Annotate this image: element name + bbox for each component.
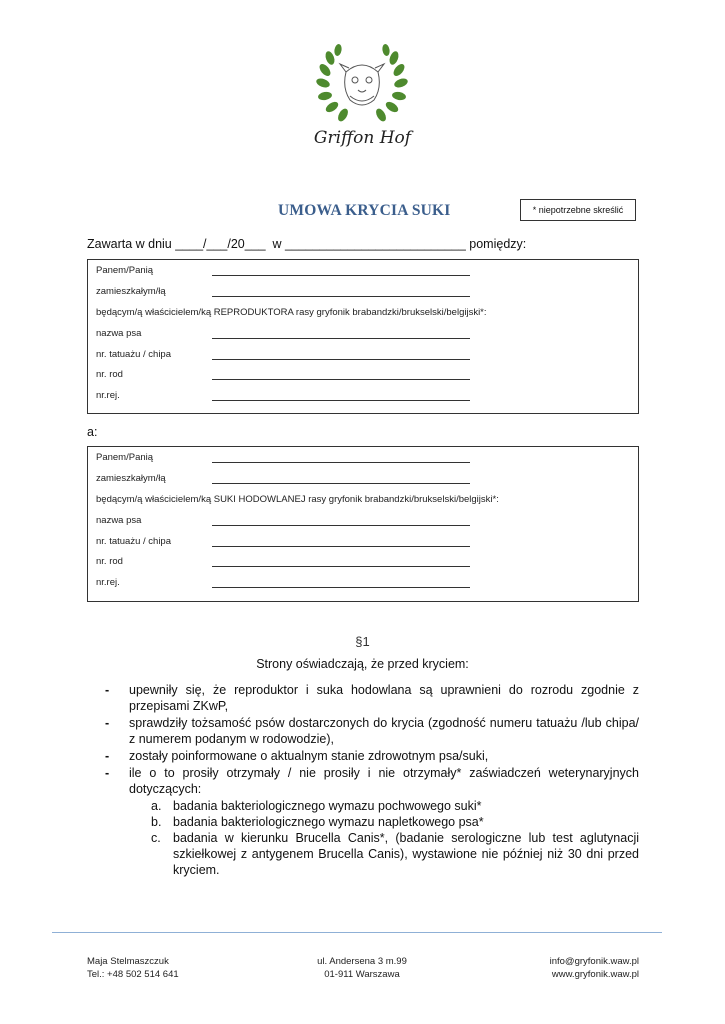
dog-name-row[interactable] (96, 515, 141, 526)
item-text: upewniły się, że reproduktor i suka hodowlana są uprawnieni do rozrodu zgodnie z przepisami ZKwP, (129, 683, 639, 713)
address-label: zamieszkałym/łą (96, 473, 166, 484)
owner-name-label: Panem/Panią (96, 452, 154, 463)
footer-divider (52, 932, 662, 933)
tattoo-field[interactable] (212, 546, 470, 547)
dash-bullet: - (105, 683, 110, 697)
sub-item (87, 814, 639, 830)
address-row[interactable] (96, 473, 166, 484)
ownership-statement: będącym/ą właścicielem/ką SUKI HODOWLANEJ rasy gryfonik brabandzki/brukselski/belgijski*: (96, 494, 499, 505)
registry-label: nr.rej. (96, 577, 120, 588)
section-number: §1 (355, 634, 370, 649)
address-row[interactable] (96, 286, 166, 297)
sire-owner-box (87, 259, 639, 414)
list-item (87, 715, 639, 747)
sub-item (87, 798, 639, 814)
tattoo-row[interactable] (96, 349, 171, 360)
list-item (87, 682, 639, 714)
list-item (87, 765, 639, 797)
dog-name-field[interactable] (212, 338, 470, 339)
section-lead: Strony oświadczają, że przed kryciem: (256, 657, 469, 671)
tattoo-field[interactable] (212, 359, 470, 360)
sub-text: badania w kierunku Brucella Canis*, (badanie serologiczne lub test aglutynacji szkiełkowej z antygenem Brucella Canis), wystawione nie później niż 30 dni przed kryciem. (173, 831, 639, 877)
address-field[interactable] (212, 483, 470, 484)
registry-row[interactable] (96, 390, 120, 401)
footer-city: 01-911 Warszawa (324, 969, 400, 980)
footer-contact-person (87, 955, 179, 981)
owner-name-row[interactable] (96, 452, 153, 463)
address-field[interactable] (212, 296, 470, 297)
dog-name-field[interactable] (212, 525, 470, 526)
pedigree-field[interactable] (212, 566, 470, 567)
owner-name-field[interactable] (212, 275, 470, 276)
dog-name-row[interactable] (96, 328, 141, 339)
sub-letter: c. (151, 831, 161, 845)
dog-name-label: nazwa psa (96, 515, 142, 526)
sub-text: badania bakteriologicznego wymazu napletkowego psa* (173, 815, 484, 829)
address-label: zamieszkałym/łą (96, 286, 166, 297)
pedigree-label: nr. rod (96, 556, 123, 567)
sub-item (87, 830, 639, 878)
document-title: UMOWA KRYCIA SUKI (278, 202, 451, 219)
pedigree-field[interactable] (212, 379, 470, 380)
bitch-owner-box (87, 446, 639, 602)
footer-name: Maja Stelmaszczuk (87, 956, 169, 967)
strike-note: * niepotrzebne skreślić (520, 199, 636, 221)
footer-address (262, 955, 462, 981)
ownership-statement: będącym/ą właścicielem/ką REPRODUKTORA rasy gryfonik brabandzki/brukselski/belgijski*: (96, 307, 487, 318)
item-text: sprawdziły tożsamość psów dostarczonych do krycia (zgodność numeru tatuażu /lub chipa/ z numerem podanym w rodowodzie), (129, 716, 639, 746)
dash-bullet: - (105, 716, 110, 730)
dash-bullet: - (105, 749, 110, 763)
footer-online (480, 955, 639, 981)
registry-row[interactable] (96, 577, 120, 588)
registry-field[interactable] (212, 587, 470, 588)
owner-name-row[interactable] (96, 265, 153, 276)
footer-phone: Tel.: +48 502 514 641 (87, 969, 179, 980)
brand-name: Griffon Hof (313, 128, 412, 148)
pedigree-row[interactable] (96, 556, 123, 567)
tattoo-row[interactable] (96, 536, 171, 547)
footer-street: ul. Andersena 3 m.99 (317, 956, 407, 967)
item-text: zostały poinformowane o aktualnym stanie zdrowotnym psa/suki, (129, 749, 489, 763)
owner-name-label: Panem/Panią (96, 265, 154, 276)
declaration-list (87, 682, 639, 878)
footer-email-link[interactable]: info@gryfonik.waw.pl (549, 956, 639, 967)
list-item (87, 748, 639, 764)
dog-name-label: nazwa psa (96, 328, 142, 339)
contract-date-line[interactable]: Zawarta w dniu ____/___/20___ w __________________________ pomiędzy: (87, 237, 527, 251)
pedigree-row[interactable] (96, 369, 123, 380)
tattoo-label: nr. tatuażu / chipa (96, 536, 171, 547)
registry-field[interactable] (212, 400, 470, 401)
item-text: ile o to prosiły otrzymały / nie prosiły i nie otrzymały* zaświadczeń weterynaryjnych dotyczących: (129, 766, 639, 796)
owner-name-field[interactable] (212, 462, 470, 463)
pedigree-label: nr. rod (96, 369, 123, 380)
footer-website-link[interactable]: www.gryfonik.waw.pl (551, 969, 639, 980)
sub-text: badania bakteriologicznego wymazu pochwowego suki* (173, 799, 482, 813)
sub-letter: b. (151, 815, 162, 829)
griffon-hof-logo (316, 44, 408, 126)
dash-bullet: - (105, 766, 110, 780)
registry-label: nr.rej. (96, 390, 120, 401)
sub-letter: a. (151, 799, 162, 813)
and-label: a: (87, 425, 98, 439)
tattoo-label: nr. tatuażu / chipa (96, 349, 171, 360)
